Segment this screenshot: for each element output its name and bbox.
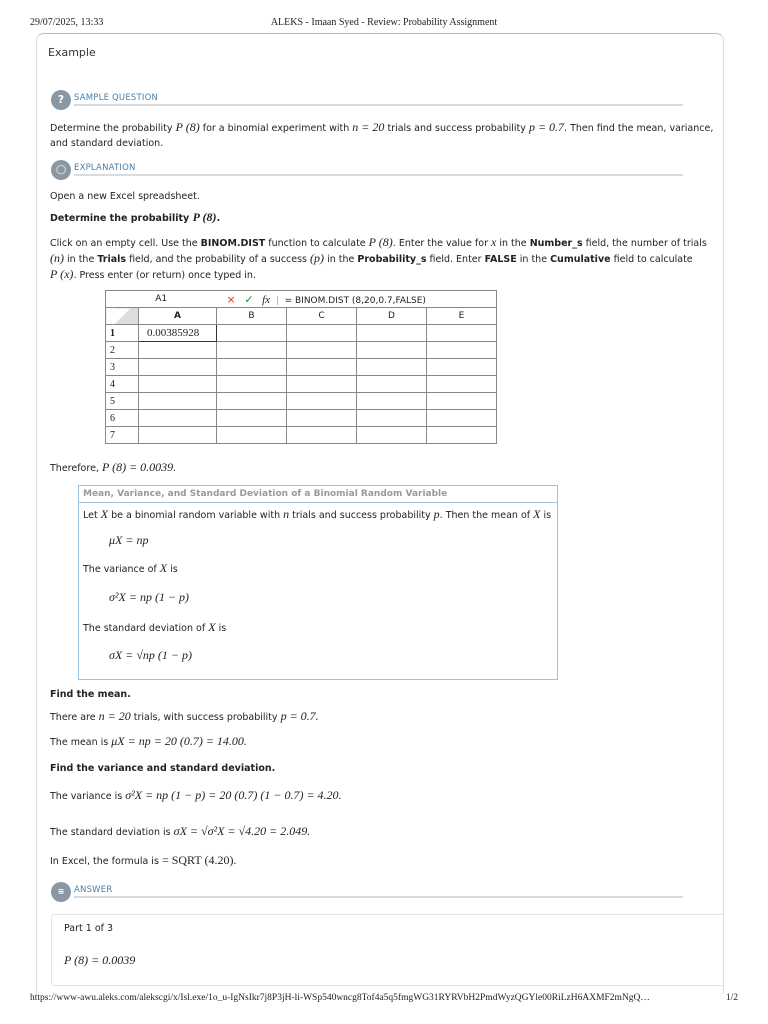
answer-box <box>51 914 724 986</box>
sheet-row <box>106 342 497 359</box>
fx-icon: fx <box>262 293 271 306</box>
sample-question-text: Determine the probability P (8) for a binomial experiment with n = 20 trials and success probability p = 0.7. Then find the mean, variance, and standard deviation. <box>50 120 714 149</box>
answer-header <box>51 882 683 902</box>
explanation-header <box>51 160 683 180</box>
col-header-c[interactable]: C <box>287 308 357 325</box>
definition-intro: Let X be a binomial random variable with n trials and success probability p. Then the mean of X is <box>83 507 552 521</box>
print-title: ALEKS - Imaan Syed - Review: Probability Assignment <box>270 17 498 28</box>
cell[interactable] <box>217 359 287 376</box>
find-mean-heading: Find the mean. <box>50 689 131 700</box>
cell[interactable] <box>287 325 357 342</box>
section-divider <box>74 896 683 898</box>
math-n20: n = 20 <box>352 120 385 134</box>
print-url: https://www-awu.aleks.com/alekscgi/x/Isl.exe/1o_u-IgNsIkr7j8P3jH-li-WSp540wncg8Tof4a5q5fmgWG31RYRVbH2PmdWyzQGYle00RiLzH6AXMF2mNgQ… <box>30 993 650 1003</box>
cell[interactable] <box>287 359 357 376</box>
cancel-icon[interactable]: × <box>226 292 236 306</box>
cell[interactable] <box>287 427 357 444</box>
sample-question-header <box>51 90 683 110</box>
print-datetime: 29/07/2025, 13:33 <box>30 17 104 28</box>
cell[interactable] <box>139 427 217 444</box>
name-box[interactable]: A1 <box>106 291 217 308</box>
cell[interactable] <box>357 359 427 376</box>
cell[interactable] <box>427 359 497 376</box>
cell[interactable] <box>139 359 217 376</box>
sheet-row <box>106 325 497 342</box>
variance-intro: The variance of X is <box>83 561 178 575</box>
excel-sqrt-text: In Excel, the formula is = SQRT (4.20). <box>50 853 237 867</box>
col-header-a[interactable]: A <box>139 308 217 325</box>
sd-formula: σX = √np (1 − p) <box>109 648 193 662</box>
variance-text: The variance is σ²X = np (1 − p) = 20 (0.7) (1 − 0.7) = 4.20. <box>50 788 342 802</box>
math-p07: p = 0.7 <box>528 120 565 134</box>
excel-instructions: Click on an empty cell. Use the BINOM.DIST function to calculate P (8). Enter the value for x in the Number_s field, the number of trials (n) in the Trials field, and the probability of a success (p) in the Probability_s field. Enter FALSE in the Cumulative field to calculate P (x). Press enter (or return) once typed in. <box>50 235 707 281</box>
row-header[interactable]: 3 <box>106 359 139 376</box>
cell[interactable] <box>217 427 287 444</box>
cell[interactable] <box>357 393 427 410</box>
row-header[interactable]: 7 <box>106 427 139 444</box>
explanation-label: EXPLANATION <box>74 163 136 173</box>
cell[interactable] <box>139 393 217 410</box>
cell[interactable] <box>287 410 357 427</box>
cell[interactable] <box>357 342 427 359</box>
card-title: Example <box>48 46 96 59</box>
sheet-row <box>106 376 497 393</box>
row-header[interactable]: 5 <box>106 393 139 410</box>
cell[interactable] <box>217 376 287 393</box>
cell[interactable] <box>357 427 427 444</box>
glasses-icon: ◯ <box>51 160 71 180</box>
math-p8: P (8) <box>175 120 200 134</box>
cell[interactable] <box>217 325 287 342</box>
sd-text: The standard deviation is σX = √σ²X = √4.20 = 2.049. <box>50 824 311 838</box>
cell[interactable] <box>357 376 427 393</box>
sample-question-label: SAMPLE QUESTION <box>74 93 159 103</box>
answer-math: P (8) = 0.0039 <box>64 953 136 967</box>
cell[interactable] <box>427 376 497 393</box>
column-header-row <box>106 308 497 325</box>
answer-icon: ≡ <box>51 882 71 902</box>
cell[interactable] <box>287 342 357 359</box>
cell[interactable] <box>357 325 427 342</box>
cell[interactable] <box>287 376 357 393</box>
sheet-row <box>106 393 497 410</box>
cell[interactable] <box>427 410 497 427</box>
cell-a1[interactable]: 0.00385928 <box>139 325 217 342</box>
cell[interactable] <box>427 427 497 444</box>
row-header[interactable]: 4 <box>106 376 139 393</box>
print-header <box>30 17 738 31</box>
select-all-corner[interactable] <box>106 308 139 325</box>
formula-text[interactable]: = BINOM.DIST (8,20,0.7,FALSE) <box>284 295 426 306</box>
cell[interactable] <box>217 342 287 359</box>
section-divider <box>74 104 683 106</box>
cell[interactable] <box>357 410 427 427</box>
enter-icon[interactable]: ✓ <box>244 292 254 306</box>
cell[interactable] <box>139 342 217 359</box>
row-header[interactable]: 2 <box>106 342 139 359</box>
cell[interactable] <box>427 342 497 359</box>
sheet-row <box>106 359 497 376</box>
variance-formula: σ²X = np (1 − p) <box>109 590 190 604</box>
excel-spreadsheet <box>105 290 497 444</box>
cell[interactable] <box>427 325 497 342</box>
section-divider <box>74 174 683 176</box>
formula-bar <box>106 291 497 308</box>
col-header-b[interactable]: B <box>217 308 287 325</box>
cell[interactable] <box>427 393 497 410</box>
sheet-row <box>106 410 497 427</box>
cell[interactable] <box>139 410 217 427</box>
trials-text: There are n = 20 trials, with success probability p = 0.7. <box>50 709 319 723</box>
sheet-row <box>106 427 497 444</box>
find-variance-heading: Find the variance and standard deviation. <box>50 763 276 774</box>
formula-bar-content[interactable]: × ✓ fx | = BINOM.DIST (8,20,0.7,FALSE) <box>217 291 497 308</box>
col-header-d[interactable]: D <box>357 308 427 325</box>
determine-heading: Determine the probability P (8). <box>50 210 221 224</box>
col-header-e[interactable]: E <box>427 308 497 325</box>
therefore-text: Therefore, P (8) = 0.0039. <box>50 460 177 474</box>
question-icon: ? <box>51 90 71 110</box>
definition-box <box>78 485 558 680</box>
part-label: Part 1 of 3 <box>64 923 114 934</box>
cell[interactable] <box>217 393 287 410</box>
example-card <box>36 33 724 994</box>
print-footer <box>30 993 738 1007</box>
sd-intro: The standard deviation of X is <box>83 620 227 634</box>
mean-text: The mean is μX = np = 20 (0.7) = 14.00. <box>50 734 247 748</box>
answer-label: ANSWER <box>74 885 113 895</box>
cell[interactable] <box>217 410 287 427</box>
definition-title: Mean, Variance, and Standard Deviation of a Binomial Random Variable <box>79 486 557 503</box>
cell[interactable] <box>139 376 217 393</box>
open-excel-text: Open a new Excel spreadsheet. <box>50 191 200 202</box>
row-header[interactable]: 1 <box>106 325 139 342</box>
cell[interactable] <box>287 393 357 410</box>
row-header[interactable]: 6 <box>106 410 139 427</box>
mean-formula: μX = np <box>109 533 149 547</box>
print-page-number: 1/2 <box>725 993 738 1003</box>
